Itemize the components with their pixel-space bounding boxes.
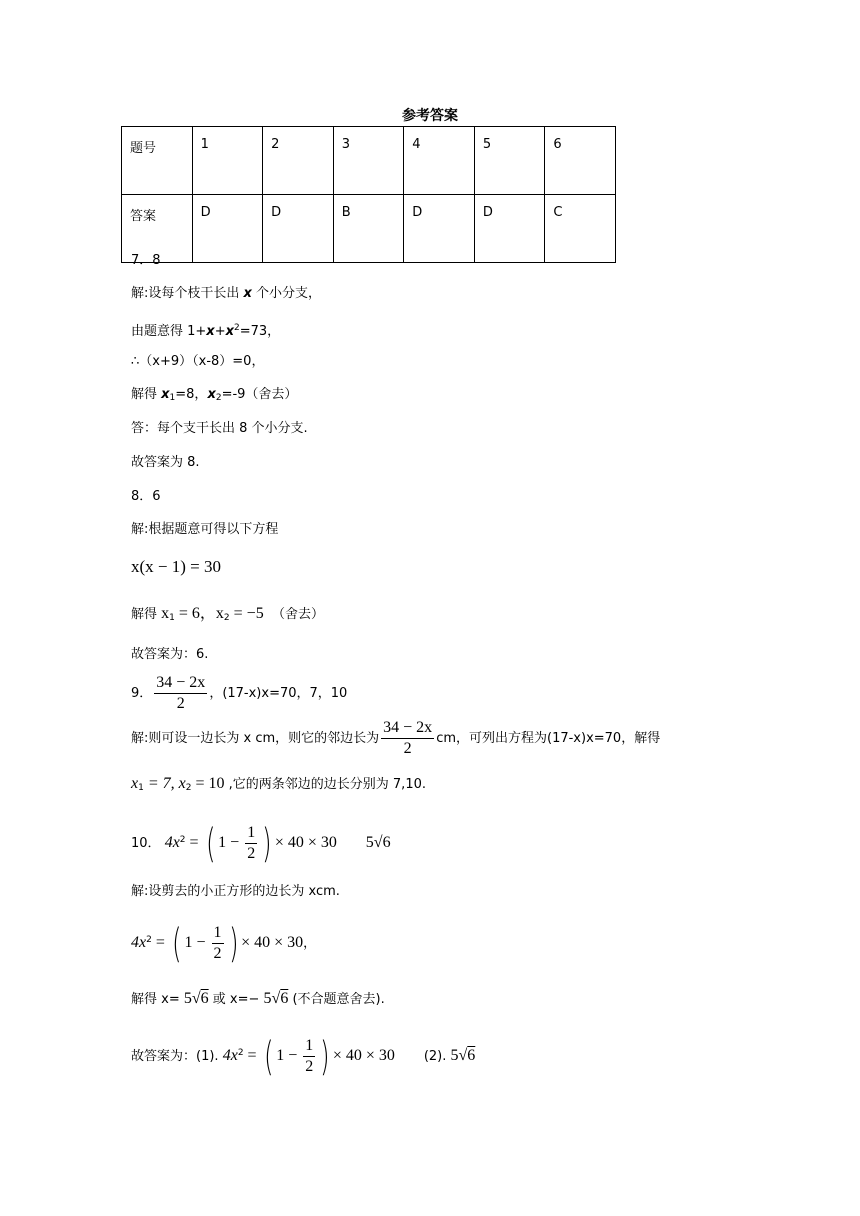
answer-cell: D [192,195,263,263]
answer-cell: B [333,195,404,263]
q10-answer: 5√6 [365,834,391,851]
q8-step4: 故答案为：6. [131,647,209,662]
q8-heading: 8．6 [131,489,161,504]
q10-heading: 10． $4x^2$ = ( 1 − $\frac{1}{2}$ ) × 40 × 30 5√6 [131,820,391,867]
q10-step1: 解:设剪去的小正方形的边长为 xcm. [131,884,340,899]
q7-heading: 7．8 [131,253,161,268]
header-cell: 题号 [122,127,193,195]
q10-step3: 解得 x= 5√6 或 x=− 5√6 (不合题意舍去). [131,990,385,1007]
q7-step4: 解得 $x_1=8$，$x_2=-9$（舍去） [131,387,298,403]
q10-step4: 故答案为：(1). $4x^2$ = ( 1 − $\frac{1}{2}$ ) × 40 × 30 (2). 5√6 [131,1033,476,1080]
number-cell: 6 [545,127,616,195]
q7-step5: 答：每个支干长出 8 个小分支. [131,421,308,436]
q8-step1: 解:根据题意可得以下方程 [131,522,279,537]
table-row-answers [122,195,616,263]
number-cell: 3 [333,127,404,195]
answer-cell: D [263,195,334,263]
q7-step6: 故答案为 8. [131,455,200,470]
answer-cell: D [474,195,545,263]
table-row-numbers [122,127,616,195]
q9-heading: 9． $\frac{34 - 2x}{2}$ ，(17-x)x=70，7，10 [131,674,348,712]
header-cell: 答案 [122,195,193,263]
number-cell: 5 [474,127,545,195]
q7-step1: 解:设每个枝干长出 x 个小分支， [131,286,322,301]
number-cell: 1 [192,127,263,195]
q7-step3: ∴（x+9）（x-8）=0， [131,354,265,369]
q9-step1: 解:则可设一边长为 x cm，则它的邻边长为 $\frac{34 - 2x}{2}$ cm，可列出方程为(17-x)x=70，解得 [131,719,661,757]
q9-fraction-inline: $\frac{34 - 2x}{2}$ [383,719,433,757]
q9-step2: $x_1 = 7$, $x_2 = 10$ ,它的两条邻边的边长分别为 7,10. [131,775,426,793]
answer-table [121,126,616,263]
q9-fraction: $\frac{34 - 2x}{2}$ [156,674,206,712]
q8-equation: x(x − 1) = 30 [131,557,221,576]
number-cell: 2 [263,127,334,195]
number-cell: 4 [404,127,475,195]
q7-step2: 由题意得 $1+x+x^2=73$， [131,323,281,339]
q8-step3: 解得 $x_1 = 6$，$x_2 = -5$ （舍去） [131,605,324,623]
answer-cell: C [545,195,616,263]
q10-step2: $4x^2$ = ( 1 − $\frac{1}{2}$ ) × 40 × 30， [131,920,317,967]
page-title: 参考答案 [402,108,458,124]
answer-cell: D [404,195,475,263]
